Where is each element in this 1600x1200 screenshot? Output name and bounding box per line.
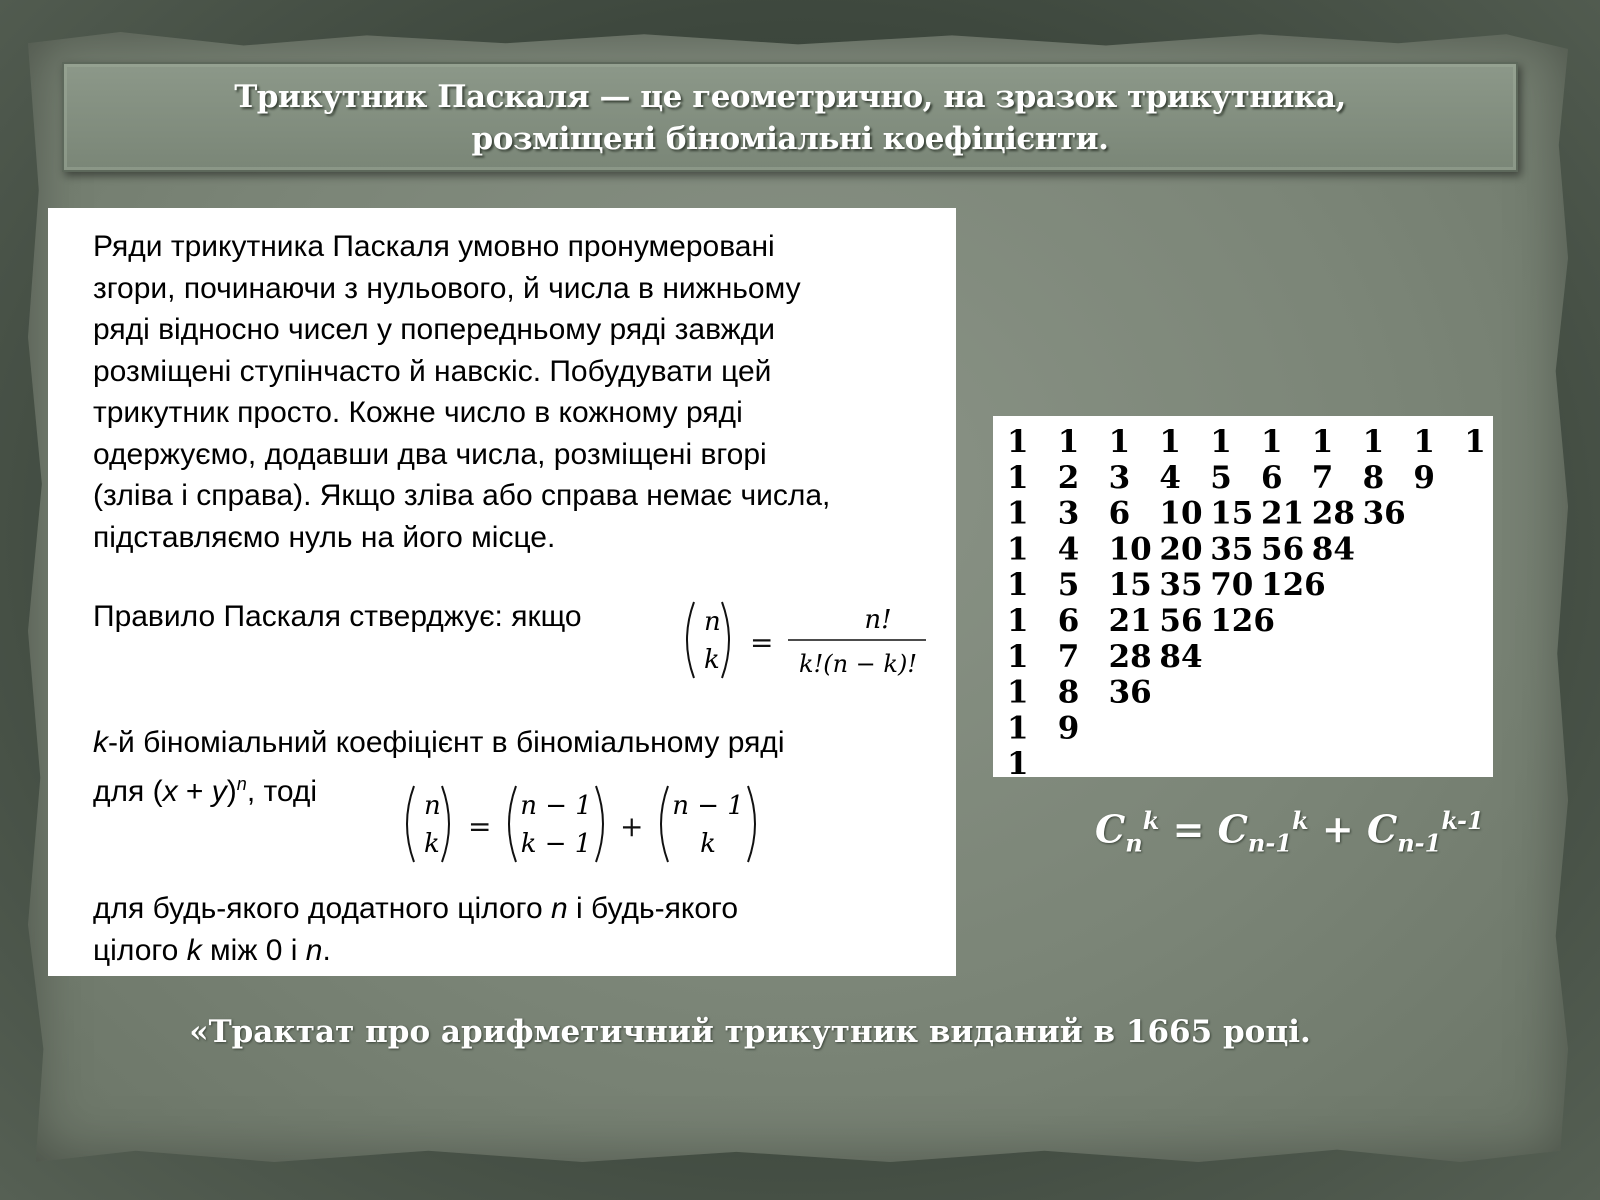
pascal-cell: 36 [1108,674,1152,711]
pascal-cell: 1 [1362,424,1385,460]
pascal-cell: 4 [1057,531,1080,568]
final-paragraph [93,888,953,971]
title-line-1: Трикутник Паскаля — це геометрично, на зразок трикутника, [234,79,1346,115]
pascal-cell: 1 [1007,495,1029,532]
final-line-1-a: для будь-якого додатного цілого [93,892,551,925]
intro-line: розміщені ступінчасто й навскіс. Побудувати цей [93,354,772,388]
pascal-cell: 28 [1311,495,1355,532]
formula1-denominator: k!(n − k)! [799,650,917,678]
formula1-numerator: n! [864,605,892,635]
pascal-cell: 7 [1311,459,1334,496]
pascal-cell: 56 [1159,603,1203,639]
pascal-cell: 1 [1057,424,1080,460]
factorial-formula [678,596,938,688]
pascal-cell: 1 [1007,674,1029,711]
right-paren [596,786,603,862]
footer-caption: «Трактат про арифметичний трикутник виданий в 1665 році. [189,1014,1311,1050]
recurrence-c2-sub: n-1 [1247,828,1293,858]
var-n: n [550,892,568,925]
formula2-lhs-top: n [424,791,441,821]
var-x: x [162,774,178,808]
binomial-line-1-text: -й біноміальний коефіцієнт в біноміальному ряді [108,726,785,759]
slide-title [64,76,1516,160]
pascal-cell: 36 [1362,495,1406,532]
recurrence-c3-sup: k-1 [1441,806,1484,835]
pascal-cell: 8 [1057,674,1080,711]
recurrence-c2: C [1217,806,1248,852]
recurrence-c3-sub: n-1 [1397,828,1442,858]
formula1-bottom: k [704,645,720,675]
pascal-cell: 35 [1159,567,1203,604]
pascal-cell: 126 [1261,567,1326,604]
pascal-cell: 1 [1007,638,1029,675]
pascal-cell: 10 [1159,495,1203,532]
binomial-line-1 [93,722,953,764]
recurrence-c1-sub: n [1125,828,1143,858]
intro-line: Ряди трикутника Паскаля умовно пронумеровані [93,230,775,263]
pascal-cell: 28 [1108,638,1152,675]
recurrence-equals: = [1159,806,1218,852]
left-paren [687,602,694,678]
final-line-2 [93,930,953,972]
plus-sign: + [177,774,212,808]
recurrence-plus: + [1308,806,1367,852]
final-line-2-a: цілого [93,933,187,967]
intro-line: (зліва і справа). Якщо зліва або справа немає числа, [93,479,831,512]
pascal-cell: 21 [1108,603,1152,639]
final-line-1-b: і будь-якого [567,892,739,925]
pascal-cell: 4 [1159,459,1181,496]
final-line-1 [93,888,953,930]
pascal-cell: 56 [1261,531,1305,568]
left-paren [661,786,668,862]
intro-line: підставляємо нуль на його місце. [93,520,556,554]
pascal-cell: 1 [1007,567,1029,604]
pascal-cell: 9 [1057,710,1080,747]
pascal-rule-formula [398,780,788,872]
formula2-term1-bottom: k − 1 [520,829,592,859]
recurrence-c3: C [1366,806,1398,852]
var-k: k [186,933,202,967]
formula2-term2-bottom: k [700,829,716,859]
pascal-cell: 6 [1108,495,1131,532]
formula2-equals: = [468,810,492,843]
pascal-cell: 1 [1007,531,1029,568]
right-paren [722,602,729,678]
pascal-cell: 1 [1261,424,1283,460]
formula2-plus: + [620,810,644,843]
pascal-cell: 126 [1210,603,1275,639]
right-paren [442,786,449,862]
formula2-lhs-bottom: k [424,829,440,859]
pascal-cell: 2 [1057,459,1080,496]
text-panel [48,208,956,976]
intro-line: трикутник просто. Кожне число в кожному ряді [93,396,743,429]
pascal-cell: 1 [1210,424,1232,460]
pascal-cell: 6 [1057,603,1080,639]
pascal-cell: 84 [1311,531,1355,568]
var-n: n [305,933,323,967]
pascal-cell: 10 [1108,531,1152,568]
formula1-equals: = [750,626,774,659]
recurrence-c1: C [1095,806,1126,852]
recurrence-c1-sup: k [1142,806,1160,835]
pascal-cell: 1 [1007,424,1029,460]
formula2-term2-top: n − 1 [672,791,744,821]
title-line-2: розміщені біноміальні коефіцієнти. [471,121,1109,157]
formula2-term1-top: n − 1 [520,791,592,821]
intro-line: одержуємо, додавши два числа, розміщені вгорі [93,437,767,471]
pascal-cell: 1 [1007,459,1029,496]
close-paren: ) [226,774,237,808]
title-banner [62,62,1518,172]
pascal-cell: 6 [1261,459,1283,496]
pascal-cell: 1 [1007,746,1029,777]
pascal-cell: 1 [1159,424,1181,460]
pascal-cell: 3 [1057,495,1080,532]
recurrence-c2-sup: k [1292,806,1309,835]
formula1-top: n [704,607,721,637]
intro-line: згори, починаючи з нульового, й числа в нижньому [93,271,801,305]
binomial-then: , тоді [246,774,318,808]
pascal-cell: 1 [1311,424,1334,460]
left-paren [407,786,414,862]
intro-line: ряді відносно чисел у попередньому ряді завжди [93,313,776,346]
pascal-cell: 35 [1210,531,1254,568]
pascal-cell: 21 [1261,495,1305,532]
right-paren [748,786,755,862]
final-period: . [322,933,331,967]
pascal-cell: 84 [1159,638,1203,675]
pascal-cell: 15 [1108,567,1152,604]
recurrence-formula [1095,806,1484,857]
pascal-cell: 7 [1057,638,1080,675]
pascal-cell: 1 [1464,424,1486,460]
pascal-rule-intro: Правило Паскаля стверджує: якщо [93,600,582,633]
pascal-cell: 8 [1362,459,1385,496]
left-paren [509,786,516,862]
pascal-cell: 70 [1210,567,1254,604]
pascal-cell: 20 [1159,531,1203,568]
intro-paragraph [93,226,953,558]
pascal-cell: 1 [1007,603,1029,639]
pascal-cell: 1 [1007,710,1029,747]
exponent-n: n [236,773,247,794]
pascal-cell: 3 [1108,459,1131,496]
pascal-cell: 5 [1057,567,1080,604]
var-k: k [93,726,108,759]
pascal-cell: 9 [1413,459,1435,496]
pascal-cell: 5 [1210,459,1232,496]
pascal-triangle-panel [993,416,1493,777]
pascal-cell: 15 [1210,495,1254,532]
pascal-triangle-table [993,416,1493,777]
final-line-2-b: між 0 і [201,933,306,967]
var-y: y [211,774,227,808]
binomial-for: для ( [93,774,163,808]
pascal-cell: 1 [1108,424,1131,460]
pascal-cell: 1 [1413,424,1435,460]
